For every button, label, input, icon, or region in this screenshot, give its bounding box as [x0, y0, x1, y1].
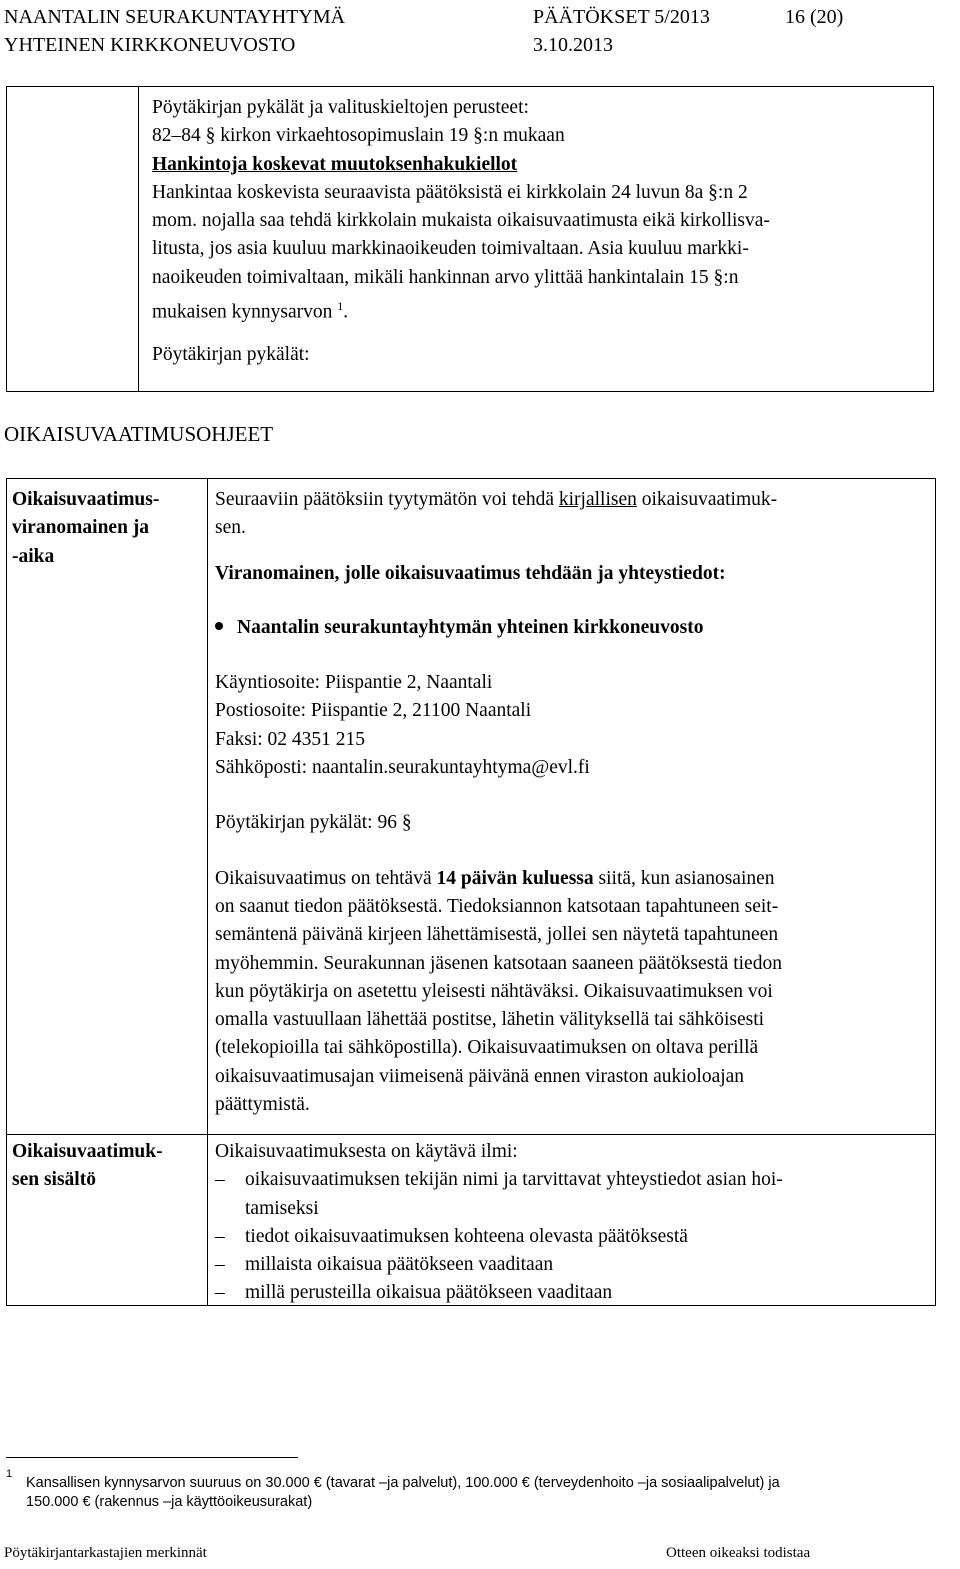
intro-text-written: kirjallisen — [558, 489, 637, 510]
header-body: YHTEINEN KIRKKONEUVOSTO — [4, 34, 296, 56]
header-page: 16 (20) — [785, 6, 844, 28]
intro-line-2: sen. — [215, 517, 246, 539]
footnote-line-2: 150.000 € (rakennus –ja käyttöoikeusurakat) — [26, 1494, 313, 1510]
section-title: OIKAISUVAATIMUSOHJEET — [4, 422, 274, 446]
bullet-icon — [215, 622, 223, 630]
deadline-line: (telekopioilla tai sähköpostilla). Oikaisuvaatimuksen on oltava perillä — [215, 1037, 759, 1059]
procurement-line-2: mom. nojalla saa tehdä kirkkolain mukaista oikaisuvaatimusta eikä kirkollisva- — [152, 210, 770, 232]
dash-marker: – — [215, 1169, 225, 1191]
procurement-line-3: litusta, jos asia kuuluu markkinaoikeuden toimivaltaan. Asia kuuluu markki- — [152, 238, 749, 260]
label-content-2: sen sisältö — [12, 1169, 96, 1191]
grounds-sections-label: Pöytäkirjan pykälät: — [152, 343, 310, 365]
deadline-line: oikaisuvaatimusajan viimeisenä päivänä ennen viraston aukioloajan — [215, 1065, 745, 1087]
intro-line-1 — [215, 486, 927, 514]
footnote-line-1: Kansallisen kynnysarvon suuruus on 30.000 € (tavarat –ja palvelut), 100.000 € (terveydenhoito –ja sosiaalipalvelut) ja — [26, 1475, 780, 1491]
content-intro: Oikaisuvaatimuksesta on käytävä ilmi: — [215, 1141, 518, 1162]
authority-content — [215, 486, 927, 1119]
procurement-line-1: Hankintaa koskevista seuraavista päätöksistä ei kirkkolain 24 luvun 8a §:n 2 — [152, 181, 748, 203]
contact-post: Postiosoite: Piispantie 2, 21100 Naantali — [215, 700, 532, 722]
instructions-divider — [207, 478, 208, 1306]
procurement-line-4: naoikeuden toimivaltaan, mikäli hankinnan arvo ylittää hankintalain 15 §:n — [152, 266, 739, 288]
footnote-number — [6, 1466, 12, 1488]
procurement-line-5-text: mukaisen kynnysarvon — [152, 301, 333, 323]
grounds-content — [152, 94, 927, 369]
label-content — [12, 1138, 163, 1195]
deadline-line: myöhemmin. Seurakunnan jäsenen katsotaan saaneen päätöksestä tiedon — [215, 952, 782, 974]
dash-marker: – — [215, 1225, 225, 1247]
list-item — [215, 1223, 927, 1251]
footnote-ref[interactable]: 1 — [337, 299, 344, 314]
dash-marker: – — [215, 1282, 225, 1304]
header-doc: PÄÄTÖKSET 5/2013 — [533, 6, 710, 28]
contact-fax: Faksi: 02 4351 215 — [215, 728, 366, 750]
list-item — [215, 1166, 927, 1194]
procurement-line-5 — [152, 292, 927, 327]
dash-marker: – — [215, 1254, 225, 1276]
list-item-text: millaista oikaisua päätökseen vaaditaan — [245, 1254, 554, 1276]
footnote-separator — [6, 1457, 298, 1458]
instructions-row-divider — [6, 1134, 936, 1135]
authority-sections: Pöytäkirjan pykälät: 96 § — [215, 812, 412, 834]
authority-name-item — [215, 614, 927, 642]
list-item-text: tiedot oikaisuvaatimuksen kohteena olevasta päätöksestä — [245, 1225, 688, 1247]
procurement-heading: Hankintoja koskevat muutoksenhakukiellot — [152, 153, 518, 175]
grounds-line-1: Pöytäkirjan pykälät ja valituskieltojen perusteet: — [152, 97, 529, 118]
intro-text-a: Seuraaviin päätöksiin tyytymätön voi tehdä — [215, 489, 559, 510]
deadline-line: päättymistä. — [215, 1094, 310, 1116]
header-org: NAANTALIN SEURAKUNTAYHTYMÄ — [4, 6, 346, 28]
footnote-num: 1 — [6, 1468, 13, 1480]
authority-name: Naantalin seurakuntayhtymän yhteinen kirkkoneuvosto — [237, 616, 704, 638]
deadline-line: kun pöytäkirja on asetettu yleisesti nähtäväksi. Oikaisuvaatimuksen voi — [215, 980, 773, 1002]
grounds-line-2: 82–84 § kirkon virkaehtosopimuslain 19 §:n mukaan — [152, 125, 565, 147]
footer-left: Pöytäkirjantarkastajien merkinnät — [4, 1545, 207, 1561]
list-item — [215, 1251, 927, 1279]
deadline-text-a: Oikaisuvaatimus on tehtävä — [215, 867, 437, 889]
contact-email[interactable]: Sähköposti: naantalin.seurakuntayhtyma@evl.fi — [215, 757, 590, 779]
intro-text-b: oikaisuvaatimuk- — [636, 489, 778, 510]
contact-block — [215, 669, 927, 782]
header-date: 3.10.2013 — [533, 34, 613, 56]
deadline-paragraph — [215, 865, 927, 1120]
label-authority-3: -aika — [12, 545, 55, 567]
list-item-continued — [215, 1195, 927, 1223]
list-item-text: millä perusteilla oikaisua päätökseen vaaditaan — [245, 1282, 613, 1304]
authority-heading: Viranomainen, jolle oikaisuvaatimus tehdään ja yhteystiedot: — [215, 562, 726, 584]
label-authority-1: Oikaisuvaatimus- — [12, 489, 160, 510]
grounds-box-divider — [138, 86, 139, 392]
contact-visit: Käyntiosoite: Piispantie 2, Naantali — [215, 672, 493, 694]
label-authority — [12, 486, 159, 571]
deadline-line: on saanut tiedon päätöksestä. Tiedoksiannon katsotaan tapahtuneen seit- — [215, 895, 779, 917]
deadline-line: omalla vastuullaan lähettää postitse, lähetin välityksellä tai sähköisesti — [215, 1009, 765, 1031]
list-item-text: tamiseksi — [245, 1197, 319, 1219]
deadline-line: semäntenä päivänä kirjeen lähettämisestä, jollei sen näytetä tapahtuneen — [215, 924, 779, 946]
deadline-days: 14 päivän kuluessa — [436, 867, 594, 889]
list-item-text: oikaisuvaatimuksen tekijän nimi ja tarvittavat yhteystiedot asian hoi- — [245, 1169, 783, 1191]
content-requirements — [215, 1138, 927, 1308]
list-item — [215, 1279, 927, 1307]
deadline-text-b: siitä, kun asianosainen — [593, 867, 775, 889]
deadline-line-0 — [215, 865, 927, 893]
procurement-line-5-end: . — [343, 301, 349, 323]
label-content-1: Oikaisuvaatimuk- — [12, 1141, 163, 1162]
footer-right: Otteen oikeaksi todistaa — [666, 1545, 811, 1561]
label-authority-2: viranomainen ja — [12, 517, 150, 539]
